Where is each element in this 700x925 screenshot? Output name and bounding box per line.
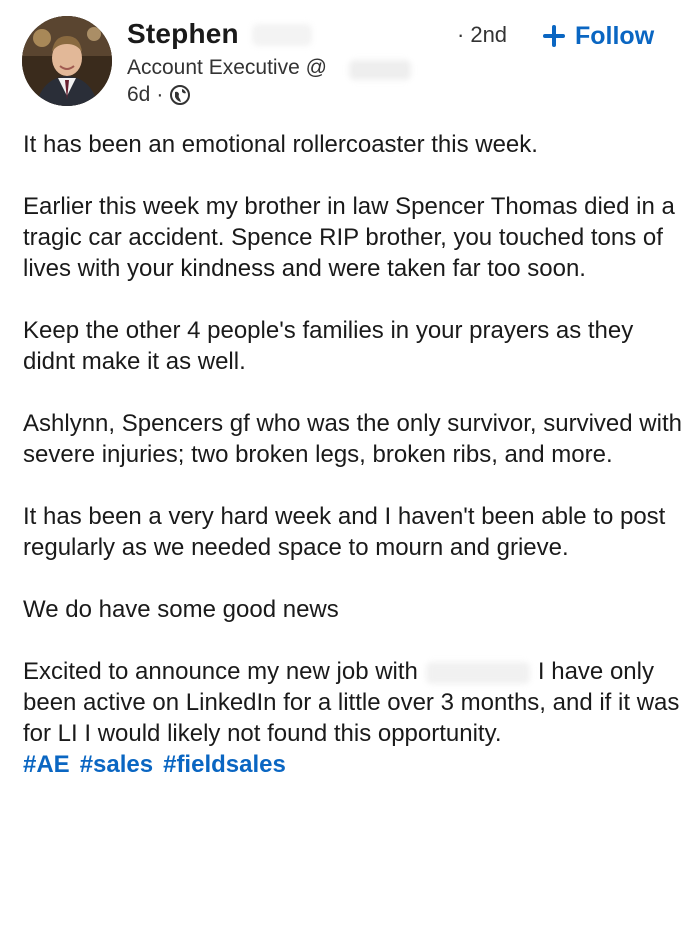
post-time: 6d <box>127 83 151 106</box>
hashtag-list <box>23 749 683 780</box>
globe-icon <box>169 84 191 106</box>
avatar[interactable] <box>22 16 112 106</box>
post-paragraph: We do have some good news <box>23 596 339 623</box>
follow-label: Follow <box>575 21 655 50</box>
redacted-company-mention <box>426 662 530 684</box>
final-rest-text: I have only been active on LinkedIn for a little over 3 months, and if it was for LI I would likely not found this opportunity. <box>23 658 680 747</box>
separator-dot: · <box>156 83 164 106</box>
follow-button[interactable] <box>543 18 654 54</box>
separator-dot: · <box>457 22 465 47</box>
redacted-company <box>349 60 411 80</box>
hashtag-link[interactable]: #fieldsales <box>163 751 286 778</box>
degree-label: 2nd <box>470 22 508 47</box>
post-body <box>23 129 683 780</box>
hashtag-link[interactable]: #AE <box>23 751 70 778</box>
post-paragraph: Keep the other 4 people's families in your prayers as they didnt make it as well. <box>23 317 634 375</box>
connection-degree <box>457 22 507 48</box>
redacted-surname <box>252 24 312 46</box>
post-paragraph-final <box>23 656 683 749</box>
post-meta <box>127 83 191 107</box>
post-paragraph: It has been an emotional rollercoaster this week. <box>23 131 538 158</box>
author-headline: Account Executive @ <box>127 56 327 79</box>
post-paragraph: Ashlynn, Spencers gf who was the only survivor, survived with severe injuries; two broken legs, broken ribs, and more. <box>23 410 682 468</box>
final-intro-text: Excited to announce my new job with <box>23 658 418 685</box>
post-paragraph: Earlier this week my brother in law Spencer Thomas died in a tragic car accident. Spence RIP brother, you touched tons of lives with your kindness and were taken far too soon. <box>23 193 675 282</box>
author-name[interactable]: Stephen <box>127 18 239 49</box>
plus-icon <box>543 25 565 47</box>
post-paragraph: It has been a very hard week and I haven't been able to post regularly as we needed space to mourn and grieve. <box>23 503 666 561</box>
avatar-photo <box>22 16 112 106</box>
hashtag-link[interactable]: #sales <box>79 751 154 778</box>
